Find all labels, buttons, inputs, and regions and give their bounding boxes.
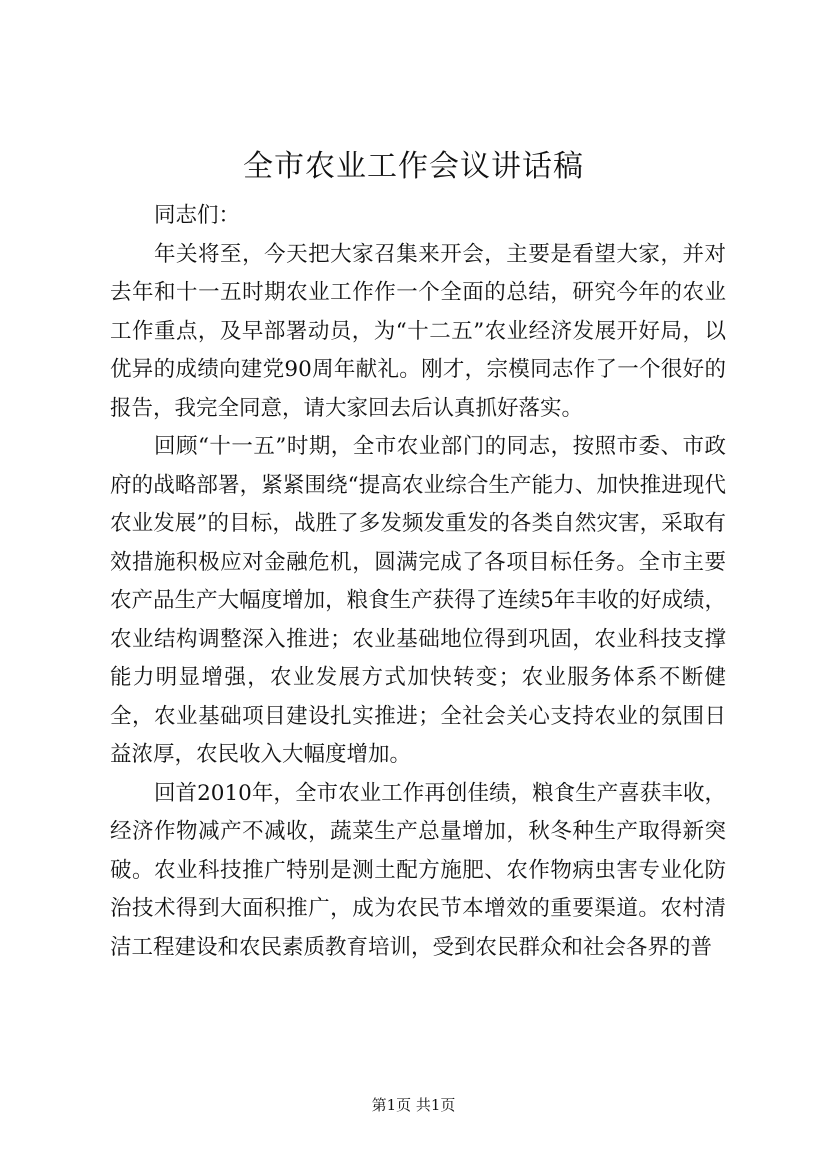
paragraph-3: 回首2010年，全市农业工作再创佳绩，粮食生产喜获丰收，经济作物减产不减收，蔬菜生产总量增加，秋冬种生产取得新突破。农业科技推广特别是测土配方施肥、农作物病虫害专业化防治技术得到大面积推广，成为农民节本增效的重要渠道。农村清洁工程建设和农民素质教育培训，受到农民群众和社会各界的普 [110, 780, 726, 960]
paragraph-2: 回顾“十一五”时期，全市农业部门的同志，按照市委、市政府的战略部署，紧紧围绕“提高农业综合生产能力、加快推进现代农业发展”的目标，战胜了多发频发重发的各类自然灾害，采取有效措施积极应对金融危机，圆满完成了各项目标任务。全市主要农产品生产大幅度增加，粮食生产获得了连续5年丰收的好成绩，农业结构调整深入推进；农业基础地位得到巩固，农业科技支撑能力明显增强，农业发展方式加快转变；农业服务体系不断健全，农业基础项目建设扎实推进；全社会关心支持农业的氛围日益浓厚，农民收入大幅度增加。 [110, 434, 726, 767]
salutation: 同志们： [154, 203, 241, 228]
paragraph-1: 年关将至，今天把大家召集来开会，主要是看望大家，并对去年和十一五时期农业工作作一个全面的总结，研究今年的农业工作重点，及早部署动员，为“十二五”农业经济发展开好局，以优异的成绩向建党90周年献礼。刚才，宗模同志作了一个很好的报告，我完全同意，请大家回去后认真抓好落实。 [110, 241, 726, 421]
document-title: 全市农业工作会议讲话稿 [243, 149, 584, 184]
page-footer: 第1页 共1页 [371, 1096, 456, 1114]
document-body [110, 197, 726, 967]
